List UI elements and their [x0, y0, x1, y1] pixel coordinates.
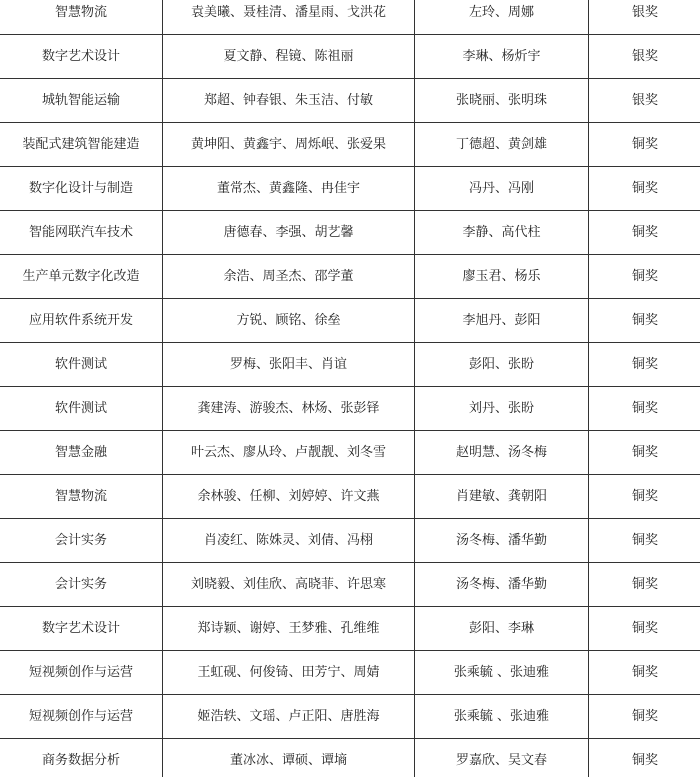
teachers-cell: 丁德超、黄剑雄	[415, 123, 589, 167]
award-cell: 铜奖	[589, 651, 700, 695]
teachers-cell: 彭阳、张盼	[415, 343, 589, 387]
table-row	[0, 211, 700, 255]
students-cell: 黄坤阳、黄鑫宇、周烁岷、张爱果	[163, 123, 415, 167]
award-cell: 铜奖	[589, 475, 700, 519]
students-cell: 方锐、顾铭、徐垒	[163, 299, 415, 343]
teachers-cell: 汤冬梅、潘华勤	[415, 519, 589, 563]
teachers-cell: 张晓丽、张明珠	[415, 79, 589, 123]
project-cell: 数字艺术设计	[0, 607, 163, 651]
students-cell: 董冰冰、谭硕、谭墒	[163, 739, 415, 777]
award-cell: 铜奖	[589, 387, 700, 431]
teachers-cell: 李旭丹、彭阳	[415, 299, 589, 343]
students-cell: 王虹砚、何俊锜、田芳宁、周婧	[163, 651, 415, 695]
table-row	[0, 475, 700, 519]
table-row	[0, 651, 700, 695]
students-cell: 郑超、钟春银、朱玉洁、付敏	[163, 79, 415, 123]
teachers-cell: 彭阳、李琳	[415, 607, 589, 651]
project-cell: 智慧金融	[0, 431, 163, 475]
teachers-cell: 廖玉君、杨乐	[415, 255, 589, 299]
award-cell: 银奖	[589, 0, 700, 35]
students-cell: 余浩、周圣杰、邵学董	[163, 255, 415, 299]
table-row	[0, 607, 700, 651]
teachers-cell: 张乘毓 、张迪雅	[415, 651, 589, 695]
table-row	[0, 387, 700, 431]
award-cell: 铜奖	[589, 739, 700, 777]
award-cell: 铜奖	[589, 519, 700, 563]
teachers-cell: 罗嘉欣、吴文春	[415, 739, 589, 777]
table-row	[0, 0, 700, 35]
table-row	[0, 343, 700, 387]
table-row	[0, 35, 700, 79]
project-cell: 短视频创作与运营	[0, 695, 163, 739]
award-cell: 铜奖	[589, 255, 700, 299]
award-cell: 铜奖	[589, 563, 700, 607]
project-cell: 生产单元数字化改造	[0, 255, 163, 299]
project-cell: 商务数据分析	[0, 739, 163, 777]
award-cell: 铜奖	[589, 343, 700, 387]
teachers-cell: 左玲、周娜	[415, 0, 589, 35]
award-cell: 银奖	[589, 79, 700, 123]
project-cell: 数字艺术设计	[0, 35, 163, 79]
students-cell: 唐德春、李强、胡艺馨	[163, 211, 415, 255]
teachers-cell: 冯丹、冯刚	[415, 167, 589, 211]
students-cell: 叶云杰、廖从玲、卢靓靓、刘冬雪	[163, 431, 415, 475]
students-cell: 董常杰、黄鑫隆、冉佳宇	[163, 167, 415, 211]
table-row	[0, 431, 700, 475]
project-cell: 应用软件系统开发	[0, 299, 163, 343]
award-cell: 铜奖	[589, 123, 700, 167]
project-cell: 软件测试	[0, 387, 163, 431]
project-cell: 软件测试	[0, 343, 163, 387]
project-cell: 装配式建筑智能建造	[0, 123, 163, 167]
teachers-cell: 刘丹、张盼	[415, 387, 589, 431]
table-row	[0, 519, 700, 563]
teachers-cell: 李静、高代柱	[415, 211, 589, 255]
table-row	[0, 255, 700, 299]
project-cell: 短视频创作与运营	[0, 651, 163, 695]
table-row	[0, 167, 700, 211]
award-cell: 铜奖	[589, 695, 700, 739]
students-cell: 郑诗颖、谢婷、王梦雅、孔维维	[163, 607, 415, 651]
students-cell: 余林骏、任柳、刘婷婷、许文燕	[163, 475, 415, 519]
project-cell: 会计实务	[0, 563, 163, 607]
table-row	[0, 79, 700, 123]
teachers-cell: 赵明慧、汤冬梅	[415, 431, 589, 475]
teachers-cell: 汤冬梅、潘华勤	[415, 563, 589, 607]
table-row	[0, 695, 700, 739]
students-cell: 罗梅、张阳丰、肖谊	[163, 343, 415, 387]
teachers-cell: 肖建敏、龚朝阳	[415, 475, 589, 519]
teachers-cell: 李琳、杨炘宇	[415, 35, 589, 79]
table-row	[0, 123, 700, 167]
students-cell: 龚建涛、游骏杰、林炀、张彭铎	[163, 387, 415, 431]
students-cell: 肖凌红、陈姝灵、刘倩、冯栩	[163, 519, 415, 563]
students-cell: 姬浩轶、文瑶、卢正阳、唐胜海	[163, 695, 415, 739]
table-row	[0, 739, 700, 777]
students-cell: 夏文静、程镜、陈祖丽	[163, 35, 415, 79]
project-cell: 会计实务	[0, 519, 163, 563]
project-cell: 智能网联汽车技术	[0, 211, 163, 255]
award-cell: 铜奖	[589, 167, 700, 211]
award-cell: 铜奖	[589, 607, 700, 651]
project-cell: 数字化设计与制造	[0, 167, 163, 211]
teachers-cell: 张乘毓 、张迪雅	[415, 695, 589, 739]
award-cell: 铜奖	[589, 299, 700, 343]
project-cell: 城轨智能运输	[0, 79, 163, 123]
project-cell: 智慧物流	[0, 0, 163, 35]
table-row	[0, 299, 700, 343]
table-row	[0, 563, 700, 607]
students-cell: 刘晓毅、刘佳欣、高晓菲、许思寒	[163, 563, 415, 607]
students-cell: 袁美曦、聂桂清、潘星雨、戈洪花	[163, 0, 415, 35]
project-cell: 智慧物流	[0, 475, 163, 519]
award-cell: 铜奖	[589, 211, 700, 255]
award-cell: 铜奖	[589, 431, 700, 475]
award-cell: 银奖	[589, 35, 700, 79]
